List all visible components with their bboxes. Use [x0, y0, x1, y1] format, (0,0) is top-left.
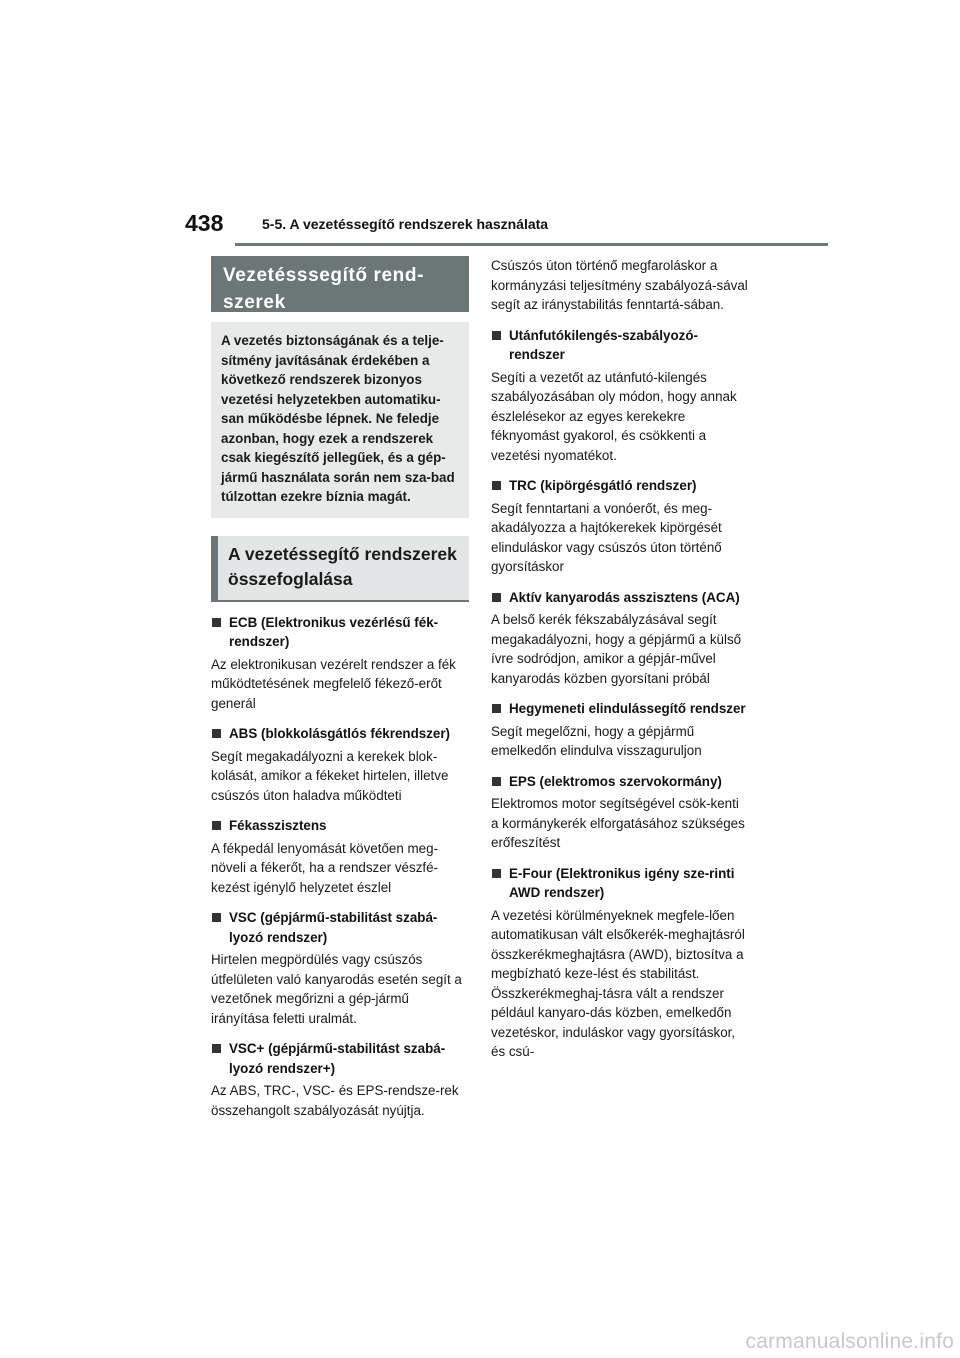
page-number: 438	[185, 210, 224, 236]
list-item	[211, 1039, 469, 1120]
list-item	[491, 588, 749, 689]
item-heading: TRC (kipörgésgátló rendszer)	[491, 476, 749, 496]
item-heading: Aktív kanyarodás asszisztens (ACA)	[491, 588, 749, 608]
item-heading: Fékasszisztens	[211, 816, 469, 836]
item-body: A belső kerék fékszabályzásával segít megakadályozni, hogy a gépjármű a külső ívre sodródjon, amikor a gépjár-művel kanyarodás közben gyorsítani próbál	[491, 612, 742, 686]
list-item	[211, 908, 469, 1028]
item-body: Az ABS, TRC-, VSC- és EPS-rendsze-rek összehangolt szabályozását nyújtja.	[211, 1083, 459, 1118]
item-body: Segít fenntartani a vonóerőt, és meg-akadályozza a hajtókerekek kipörgését elinduláskor vagy csúszós úton történő gyorsításkor	[491, 500, 722, 574]
item-body: A vezetési körülményeknek megfele-lően automatikusan vált elsőkerék-meghajtásról összkerékmeghajtásra (AWD), biztosítva a megbízható keze-lést és stabilitást. Összkerékmeghaj-tásra vált a rendszer például kanyaro-dás közben, emelkedőn vezetéskor, induláskor vagy gyorsításkor, és csú-	[491, 907, 745, 1059]
item-body: Segít megelőzni, hogy a gépjármű emelkedőn elindulva visszaguruljon	[491, 723, 702, 758]
list-item	[211, 613, 469, 714]
item-heading: EPS (elektromos szervokormány)	[491, 772, 749, 792]
item-body: Segíti a vezetőt az utánfutó-kilengés szabályozásában oly módon, hogy annak észlelésekor az egyes kerekekre féknyomást gyakorol, és csökkenti a vezetési nyomatékot.	[491, 369, 737, 463]
item-body: Segít megakadályozni a kerekek blok-kolását, amikor a fékeket hirtelen, illetve csúszós úton haladva működteti	[211, 748, 449, 803]
list-item	[211, 724, 469, 805]
item-heading: ECB (Elektronikus vezérlésű fék-rendszer)	[211, 613, 469, 652]
item-heading: VSC (gépjármű-stabilitást szabá-lyozó rendszer)	[211, 908, 469, 947]
header-rule	[235, 243, 828, 246]
item-body: A fékpedál lenyomását követően meg-növeli a fékerőt, ha a rendszer vészfé-kezést igénylő helyzetet észlel	[211, 840, 439, 895]
item-heading: ABS (blokkolásgátlós fékrendszer)	[211, 724, 469, 744]
item-heading: E-Four (Elektronikus igény sze-rinti AWD rendszer)	[491, 864, 749, 903]
list-item	[491, 476, 749, 577]
chapter-title: Vezetésssegítő rend-szerek	[211, 256, 469, 312]
left-column	[211, 256, 469, 1120]
right-column	[491, 256, 749, 1062]
list-item	[211, 816, 469, 897]
intro-box: A vezetés biztonságának és a telje-sítmény javításának érdekében a következő rendszerek bizonyos vezetési helyzetekben automatiku-san működésbe lépnek. Ne feledje azonban, hogy ezek a rendszerek csak kiegészítő jellegűek, és a gép-jármű használata során nem sza-bad túlzottan ezekre bíznia magát.	[211, 322, 469, 518]
item-body: Elektromos motor segítségével csök-kenti a kormánykerék elforgatásához szükséges erőfeszítést	[491, 796, 745, 850]
list-item	[491, 864, 749, 1062]
item-body: Az elektronikusan vezérelt rendszer a fék működtetésének megfelelő fékező-erőt generál	[211, 656, 456, 711]
section-title: A vezetéssegítő rendszerek összefoglalása	[211, 536, 469, 602]
list-item	[491, 772, 749, 853]
item-heading: Utánfutókilengés-szabályozó-rendszer	[491, 326, 749, 365]
running-head: 5-5. A vezetéssegítő rendszerek használata	[262, 216, 549, 232]
watermark: carmanualsonline.info	[745, 1330, 954, 1353]
continued-paragraph: Csúszós úton történő megfaroláskor a kormányzási teljesítmény szabályozá-sával segít az iránystabilitás fenntartá-sában.	[491, 258, 748, 312]
list-item	[491, 326, 749, 466]
list-item	[491, 699, 749, 761]
item-body: Hirtelen megpördülés vagy csúszós útfelületen való kanyarodás esetén segít a vezetőnek megőrizni a gép-jármű irányítása feletti uralmát.	[211, 952, 462, 1026]
item-heading: VSC+ (gépjármű-stabilitást szabá-lyozó rendszer+)	[211, 1039, 469, 1078]
item-heading: Hegymeneti elindulássegítő rendszer	[491, 699, 749, 719]
